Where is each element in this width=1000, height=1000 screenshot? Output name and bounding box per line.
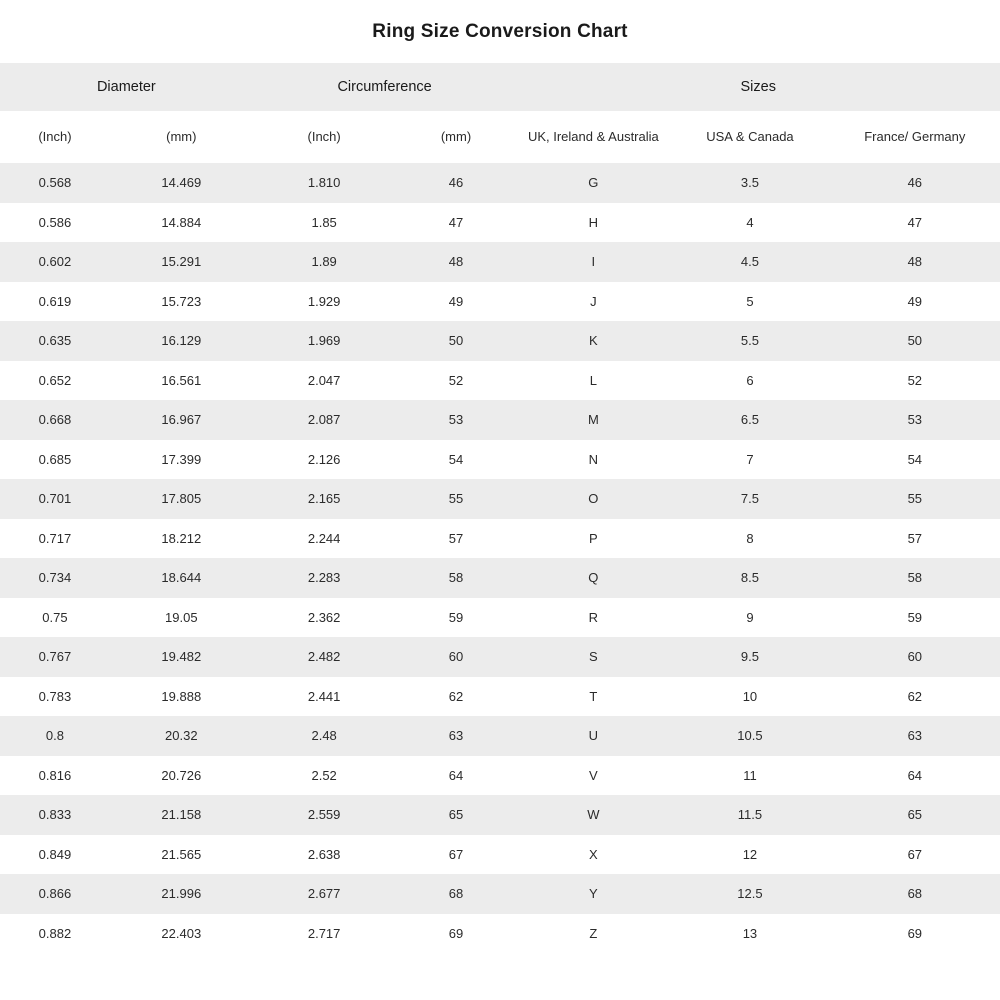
table-cell: 11.5 — [670, 795, 829, 835]
table-cell: 67 — [396, 835, 517, 875]
table-row — [0, 874, 1000, 914]
table-cell: O — [516, 479, 670, 519]
table-cell: 49 — [830, 282, 1000, 322]
conversion-table — [0, 63, 1000, 953]
table-cell: 8.5 — [670, 558, 829, 598]
table-cell: 67 — [830, 835, 1000, 875]
table-cell: 2.087 — [253, 400, 396, 440]
table-row — [0, 677, 1000, 717]
table-cell: 18.644 — [110, 558, 253, 598]
sub-header-uk-ireland-australia: UK, Ireland & Australia — [516, 111, 670, 163]
sub-header-diameter-mm: (mm) — [110, 111, 253, 163]
table-cell: 10.5 — [670, 716, 829, 756]
table-cell: 2.677 — [253, 874, 396, 914]
table-cell: U — [516, 716, 670, 756]
table-cell: 12 — [670, 835, 829, 875]
table-cell: X — [516, 835, 670, 875]
table-cell: 68 — [830, 874, 1000, 914]
table-cell: 20.726 — [110, 756, 253, 796]
table-cell: 65 — [396, 795, 517, 835]
table-cell: 64 — [396, 756, 517, 796]
table-cell: 68 — [396, 874, 517, 914]
sub-header-diameter-inch: (Inch) — [0, 111, 110, 163]
table-cell: 1.89 — [253, 242, 396, 282]
table-row — [0, 479, 1000, 519]
table-cell: 54 — [830, 440, 1000, 480]
table-cell: 5.5 — [670, 321, 829, 361]
table-cell: 16.129 — [110, 321, 253, 361]
table-cell: 69 — [830, 914, 1000, 954]
table-cell: 50 — [830, 321, 1000, 361]
table-cell: 0.783 — [0, 677, 110, 717]
table-cell: 53 — [396, 400, 517, 440]
table-cell: 5 — [670, 282, 829, 322]
table-cell: 8 — [670, 519, 829, 559]
table-row — [0, 795, 1000, 835]
table-cell: R — [516, 598, 670, 638]
table-cell: 65 — [830, 795, 1000, 835]
table-cell: 2.52 — [253, 756, 396, 796]
table-cell: 0.816 — [0, 756, 110, 796]
table-cell: 4 — [670, 203, 829, 243]
table-cell: 2.126 — [253, 440, 396, 480]
table-row — [0, 282, 1000, 322]
table-cell: 60 — [396, 637, 517, 677]
table-cell: 2.717 — [253, 914, 396, 954]
table-cell: 59 — [396, 598, 517, 638]
table-cell: 0.652 — [0, 361, 110, 401]
table-cell: 0.685 — [0, 440, 110, 480]
table-cell: 0.568 — [0, 163, 110, 203]
table-row — [0, 914, 1000, 954]
table-row — [0, 242, 1000, 282]
table-cell: 59 — [830, 598, 1000, 638]
table-cell: G — [516, 163, 670, 203]
table-cell: 15.723 — [110, 282, 253, 322]
table-cell: 17.399 — [110, 440, 253, 480]
table-cell: 60 — [830, 637, 1000, 677]
table-cell: 54 — [396, 440, 517, 480]
table-cell: 62 — [830, 677, 1000, 717]
table-row — [0, 321, 1000, 361]
table-cell: 49 — [396, 282, 517, 322]
table-row — [0, 716, 1000, 756]
table-row — [0, 163, 1000, 203]
table-cell: 0.767 — [0, 637, 110, 677]
table-cell: 16.561 — [110, 361, 253, 401]
table-cell: 57 — [830, 519, 1000, 559]
sub-header-usa-canada: USA & Canada — [670, 111, 829, 163]
table-cell: Y — [516, 874, 670, 914]
table-cell: 0.668 — [0, 400, 110, 440]
table-cell: 0.586 — [0, 203, 110, 243]
table-cell: 55 — [396, 479, 517, 519]
table-cell: 22.403 — [110, 914, 253, 954]
table-cell: 1.85 — [253, 203, 396, 243]
table-body — [0, 163, 1000, 953]
table-cell: S — [516, 637, 670, 677]
table-cell: 12.5 — [670, 874, 829, 914]
table-cell: 14.884 — [110, 203, 253, 243]
sub-header-circumference-inch: (Inch) — [253, 111, 396, 163]
table-cell: 2.283 — [253, 558, 396, 598]
table-cell: 11 — [670, 756, 829, 796]
table-head — [0, 63, 1000, 163]
table-cell: 50 — [396, 321, 517, 361]
table-row — [0, 598, 1000, 638]
table-cell: 2.48 — [253, 716, 396, 756]
table-cell: 47 — [396, 203, 517, 243]
table-cell: Q — [516, 558, 670, 598]
table-cell: N — [516, 440, 670, 480]
table-row — [0, 361, 1000, 401]
group-header-diameter: Diameter — [0, 63, 253, 111]
table-cell: 52 — [830, 361, 1000, 401]
table-cell: 2.244 — [253, 519, 396, 559]
table-row — [0, 756, 1000, 796]
table-cell: 0.866 — [0, 874, 110, 914]
table-cell: 3.5 — [670, 163, 829, 203]
table-row — [0, 637, 1000, 677]
table-cell: 0.734 — [0, 558, 110, 598]
group-header-circumference: Circumference — [253, 63, 517, 111]
table-cell: 16.967 — [110, 400, 253, 440]
table-cell: 6.5 — [670, 400, 829, 440]
table-cell: 46 — [396, 163, 517, 203]
table-cell: L — [516, 361, 670, 401]
table-cell: 0.8 — [0, 716, 110, 756]
table-cell: 48 — [396, 242, 517, 282]
table-cell: P — [516, 519, 670, 559]
table-cell: 52 — [396, 361, 517, 401]
page-title: Ring Size Conversion Chart — [372, 21, 628, 42]
sub-header-circumference-mm: (mm) — [396, 111, 517, 163]
table-cell: 0.602 — [0, 242, 110, 282]
table-cell: 0.849 — [0, 835, 110, 875]
table-cell: 55 — [830, 479, 1000, 519]
table-cell: 69 — [396, 914, 517, 954]
table-cell: 21.565 — [110, 835, 253, 875]
table-row — [0, 400, 1000, 440]
table-cell: 46 — [830, 163, 1000, 203]
table-cell: 0.882 — [0, 914, 110, 954]
table-cell: 0.717 — [0, 519, 110, 559]
table-cell: 58 — [396, 558, 517, 598]
table-cell: 1.969 — [253, 321, 396, 361]
table-cell: 15.291 — [110, 242, 253, 282]
table-cell: 2.638 — [253, 835, 396, 875]
sub-header-row — [0, 111, 1000, 163]
table-cell: K — [516, 321, 670, 361]
table-cell: 13 — [670, 914, 829, 954]
table-cell: W — [516, 795, 670, 835]
table-cell: 14.469 — [110, 163, 253, 203]
table-cell: 47 — [830, 203, 1000, 243]
table-cell: I — [516, 242, 670, 282]
table-row — [0, 440, 1000, 480]
table-row — [0, 203, 1000, 243]
table-cell: 17.805 — [110, 479, 253, 519]
table-cell: 0.635 — [0, 321, 110, 361]
table-cell: 9.5 — [670, 637, 829, 677]
table-cell: 4.5 — [670, 242, 829, 282]
table-cell: Z — [516, 914, 670, 954]
group-header-row — [0, 63, 1000, 111]
table-cell: 6 — [670, 361, 829, 401]
table-cell: J — [516, 282, 670, 322]
group-header-sizes: Sizes — [516, 63, 1000, 111]
table-cell: 10 — [670, 677, 829, 717]
table-cell: 58 — [830, 558, 1000, 598]
table-cell: T — [516, 677, 670, 717]
table-row — [0, 835, 1000, 875]
table-cell: 7.5 — [670, 479, 829, 519]
table-cell: 21.996 — [110, 874, 253, 914]
table-cell: 53 — [830, 400, 1000, 440]
table-cell: 20.32 — [110, 716, 253, 756]
table-cell: 62 — [396, 677, 517, 717]
sub-header-france-germany: France/ Germany — [830, 111, 1000, 163]
table-cell: 19.888 — [110, 677, 253, 717]
table-cell: H — [516, 203, 670, 243]
table-cell: 9 — [670, 598, 829, 638]
table-cell: 63 — [396, 716, 517, 756]
table-cell: 2.559 — [253, 795, 396, 835]
table-cell: V — [516, 756, 670, 796]
table-cell: 19.05 — [110, 598, 253, 638]
table-cell: 2.482 — [253, 637, 396, 677]
table-cell: 63 — [830, 716, 1000, 756]
table-cell: 0.833 — [0, 795, 110, 835]
table-cell: 48 — [830, 242, 1000, 282]
table-cell: 0.619 — [0, 282, 110, 322]
table-cell: 1.810 — [253, 163, 396, 203]
table-cell: 57 — [396, 519, 517, 559]
table-cell: 64 — [830, 756, 1000, 796]
table-cell: 2.441 — [253, 677, 396, 717]
table-cell: 2.047 — [253, 361, 396, 401]
table-cell: 21.158 — [110, 795, 253, 835]
table-cell: 0.75 — [0, 598, 110, 638]
table-cell: M — [516, 400, 670, 440]
table-row — [0, 558, 1000, 598]
table-cell: 2.362 — [253, 598, 396, 638]
table-row — [0, 519, 1000, 559]
table-cell: 2.165 — [253, 479, 396, 519]
table-cell: 7 — [670, 440, 829, 480]
table-cell: 1.929 — [253, 282, 396, 322]
table-cell: 18.212 — [110, 519, 253, 559]
table-cell: 0.701 — [0, 479, 110, 519]
table-cell: 19.482 — [110, 637, 253, 677]
